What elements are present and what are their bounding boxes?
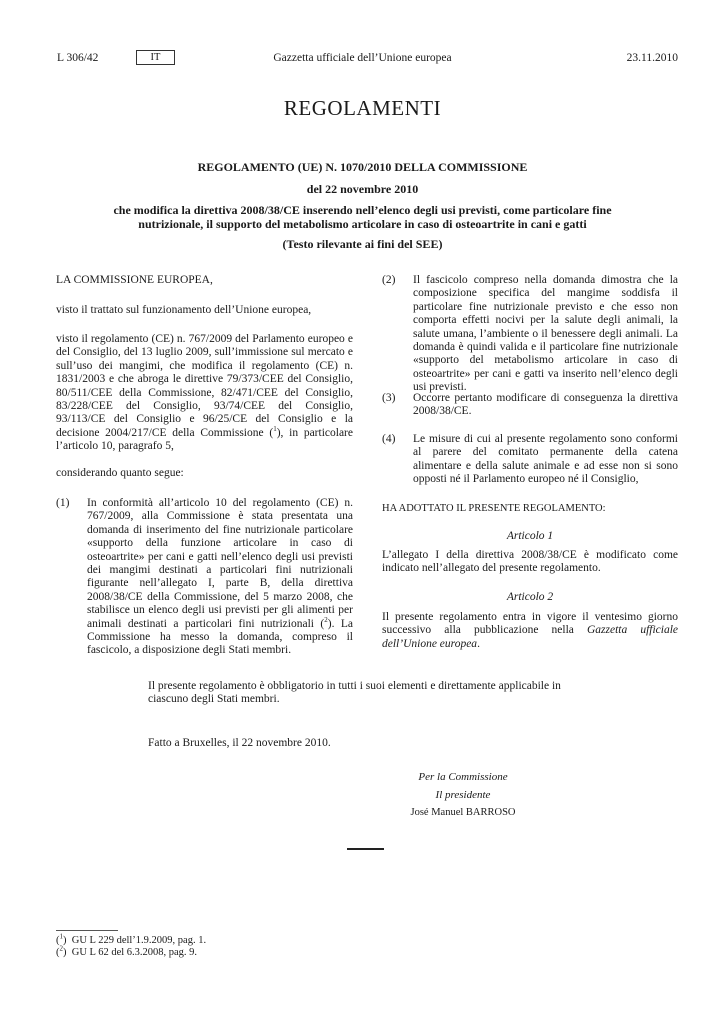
page-code: L 306/42: [57, 52, 99, 64]
recital-text: Le misure di cui al presente regolamento sono conformi al parere del comitato permanente della catena alimentare e della salute animale e ad esse non si sono opposti né il Parlamento europeo né il Consiglio,: [413, 433, 678, 486]
recital-text: Il fascicolo compreso nella domanda dimostra che la composizione specifica del mangime soddisfa il particolare fine nutrizionale previsto e che esso non comporta effetti nocivi per la salute degli animali, la salute umana, l’ambiente o il benessere degli animali. La domanda è quindi valida e il particolare fine nutrizionale «supporto del metabolismo articolare in caso di osteoartrite» per cani e gatti va inserito nell’elenco degli usi previsti.: [413, 274, 678, 394]
regulation-subject: che modifica la direttiva 2008/38/CE inserendo nell’elenco degli usi previsti, come particolare fine nutrizionale, il supporto del metabolismo articolare in caso di osteoartrite in cani e gatti: [113, 203, 612, 231]
recital-2: [382, 274, 678, 395]
citation-regulation: visto il regolamento (CE) n. 767/2009 del Parlamento europeo e del Consiglio, del 13 luglio 2009, sull’immissione sul mercato e sull’uso dei mangimi, che modifica il regolamento (CE) n. 1831/2003 e che abroga le direttive 79/373/CEE del Consiglio, 80/511/CEE della Commissione, 82/471/CEE del Consiglio, 83/228/CEE del Consiglio, 93/74/CEE del Consiglio, 93/113/CE del Consiglio e 96/25/CE del Consiglio e la decisione 2004/217/CE della Commissione ($^1$), in particolare l’articolo 10, paragrafo 5,: [56, 333, 353, 453]
recital-number: (2): [382, 274, 396, 286]
journal-title: Gazzetta ufficiale dell’Unione europea: [273, 52, 452, 64]
recital-text: In conformità all’articolo 10 del regolamento (CE) n. 767/2009, alla Commissione è stata presentata una domanda di inserimento del fine nutrizionale particolare «supporto della funzione articolare in caso di osteoartrite» per cani e gatti nell’elenco degli usi previsti dei mangimi destinati a particolari fini nutrizionali figurante nell’allegato I, parte B, della direttiva 2008/38/CE della Commissione, del 5 marzo 2008, che stabilisce un elenco degli usi previsti per gli alimenti per animali destinati a particolari fini nutrizionali ($^2$). La Commissione ha messo la domanda, compreso il fascicolo, a disposizione degli Stati membri.: [87, 497, 354, 657]
binding-clause: Il presente regolamento è obbligatorio in tutti i suoi elementi e direttamente applicabile in ciascuno degli Stati membri.: [148, 680, 561, 706]
article-1-title: Articolo 1: [506, 530, 554, 542]
recital-1: [56, 497, 353, 658]
publication-date: 23.11.2010: [626, 52, 678, 64]
recital-number: (3): [382, 392, 396, 404]
language-badge: IT: [136, 50, 175, 65]
footnote-ref-1: 1: [273, 425, 277, 434]
regulation-date: del 22 novembre 2010: [306, 182, 419, 196]
commission-heading: LA COMMISSIONE EUROPEA,: [56, 274, 213, 286]
signatory-name: José Manuel BARROSO: [410, 807, 516, 818]
article-1-text: L’allegato I della direttiva 2008/38/CE è modificato come indicato nell’allegato del presente regolamento.: [382, 549, 678, 575]
recital-text: Occorre pertanto modificare di conseguenza la direttiva 2008/38/CE.: [413, 392, 678, 418]
article-2-text: Il presente regolamento entra in vigore il ventesimo giorno successivo alla pubblicazione nella Gazzetta ufficiale dell’Unione europea.: [382, 611, 679, 650]
recitals-intro: considerando quanto segue:: [56, 467, 184, 479]
footnote-1: ($^1$) GU L 229 dell’1.9.2009, pag. 1.: [56, 932, 207, 946]
eea-relevance: (Testo rilevante ai fini del SEE): [282, 237, 443, 251]
signatory-title: Il presidente: [435, 789, 491, 801]
section-title: REGOLAMENTI: [283, 96, 442, 120]
end-rule: [347, 848, 384, 850]
article-2-title: Articolo 2: [506, 591, 554, 603]
recital-3: [382, 392, 678, 419]
footnote-ref-2: 2: [324, 615, 328, 624]
footnote-separator: [56, 930, 118, 931]
done-at: Fatto a Bruxelles, il 22 novembre 2010.: [148, 737, 331, 749]
recital-4: [382, 433, 678, 487]
signatory-for: Per la Commissione: [418, 771, 508, 783]
footnote-2: ($^2$) GU L 62 del 6.3.2008, pag. 9.: [56, 944, 198, 958]
citation-treaty: visto il trattato sul funzionamento dell’Unione europea,: [56, 304, 312, 316]
recital-number: (1): [56, 497, 70, 509]
recital-number: (4): [382, 433, 396, 445]
adopted-statement: HA ADOTTATO IL PRESENTE REGOLAMENTO:: [382, 503, 606, 514]
regulation-title: REGOLAMENTO (UE) N. 1070/2010 DELLA COMMISSIONE: [197, 160, 528, 174]
